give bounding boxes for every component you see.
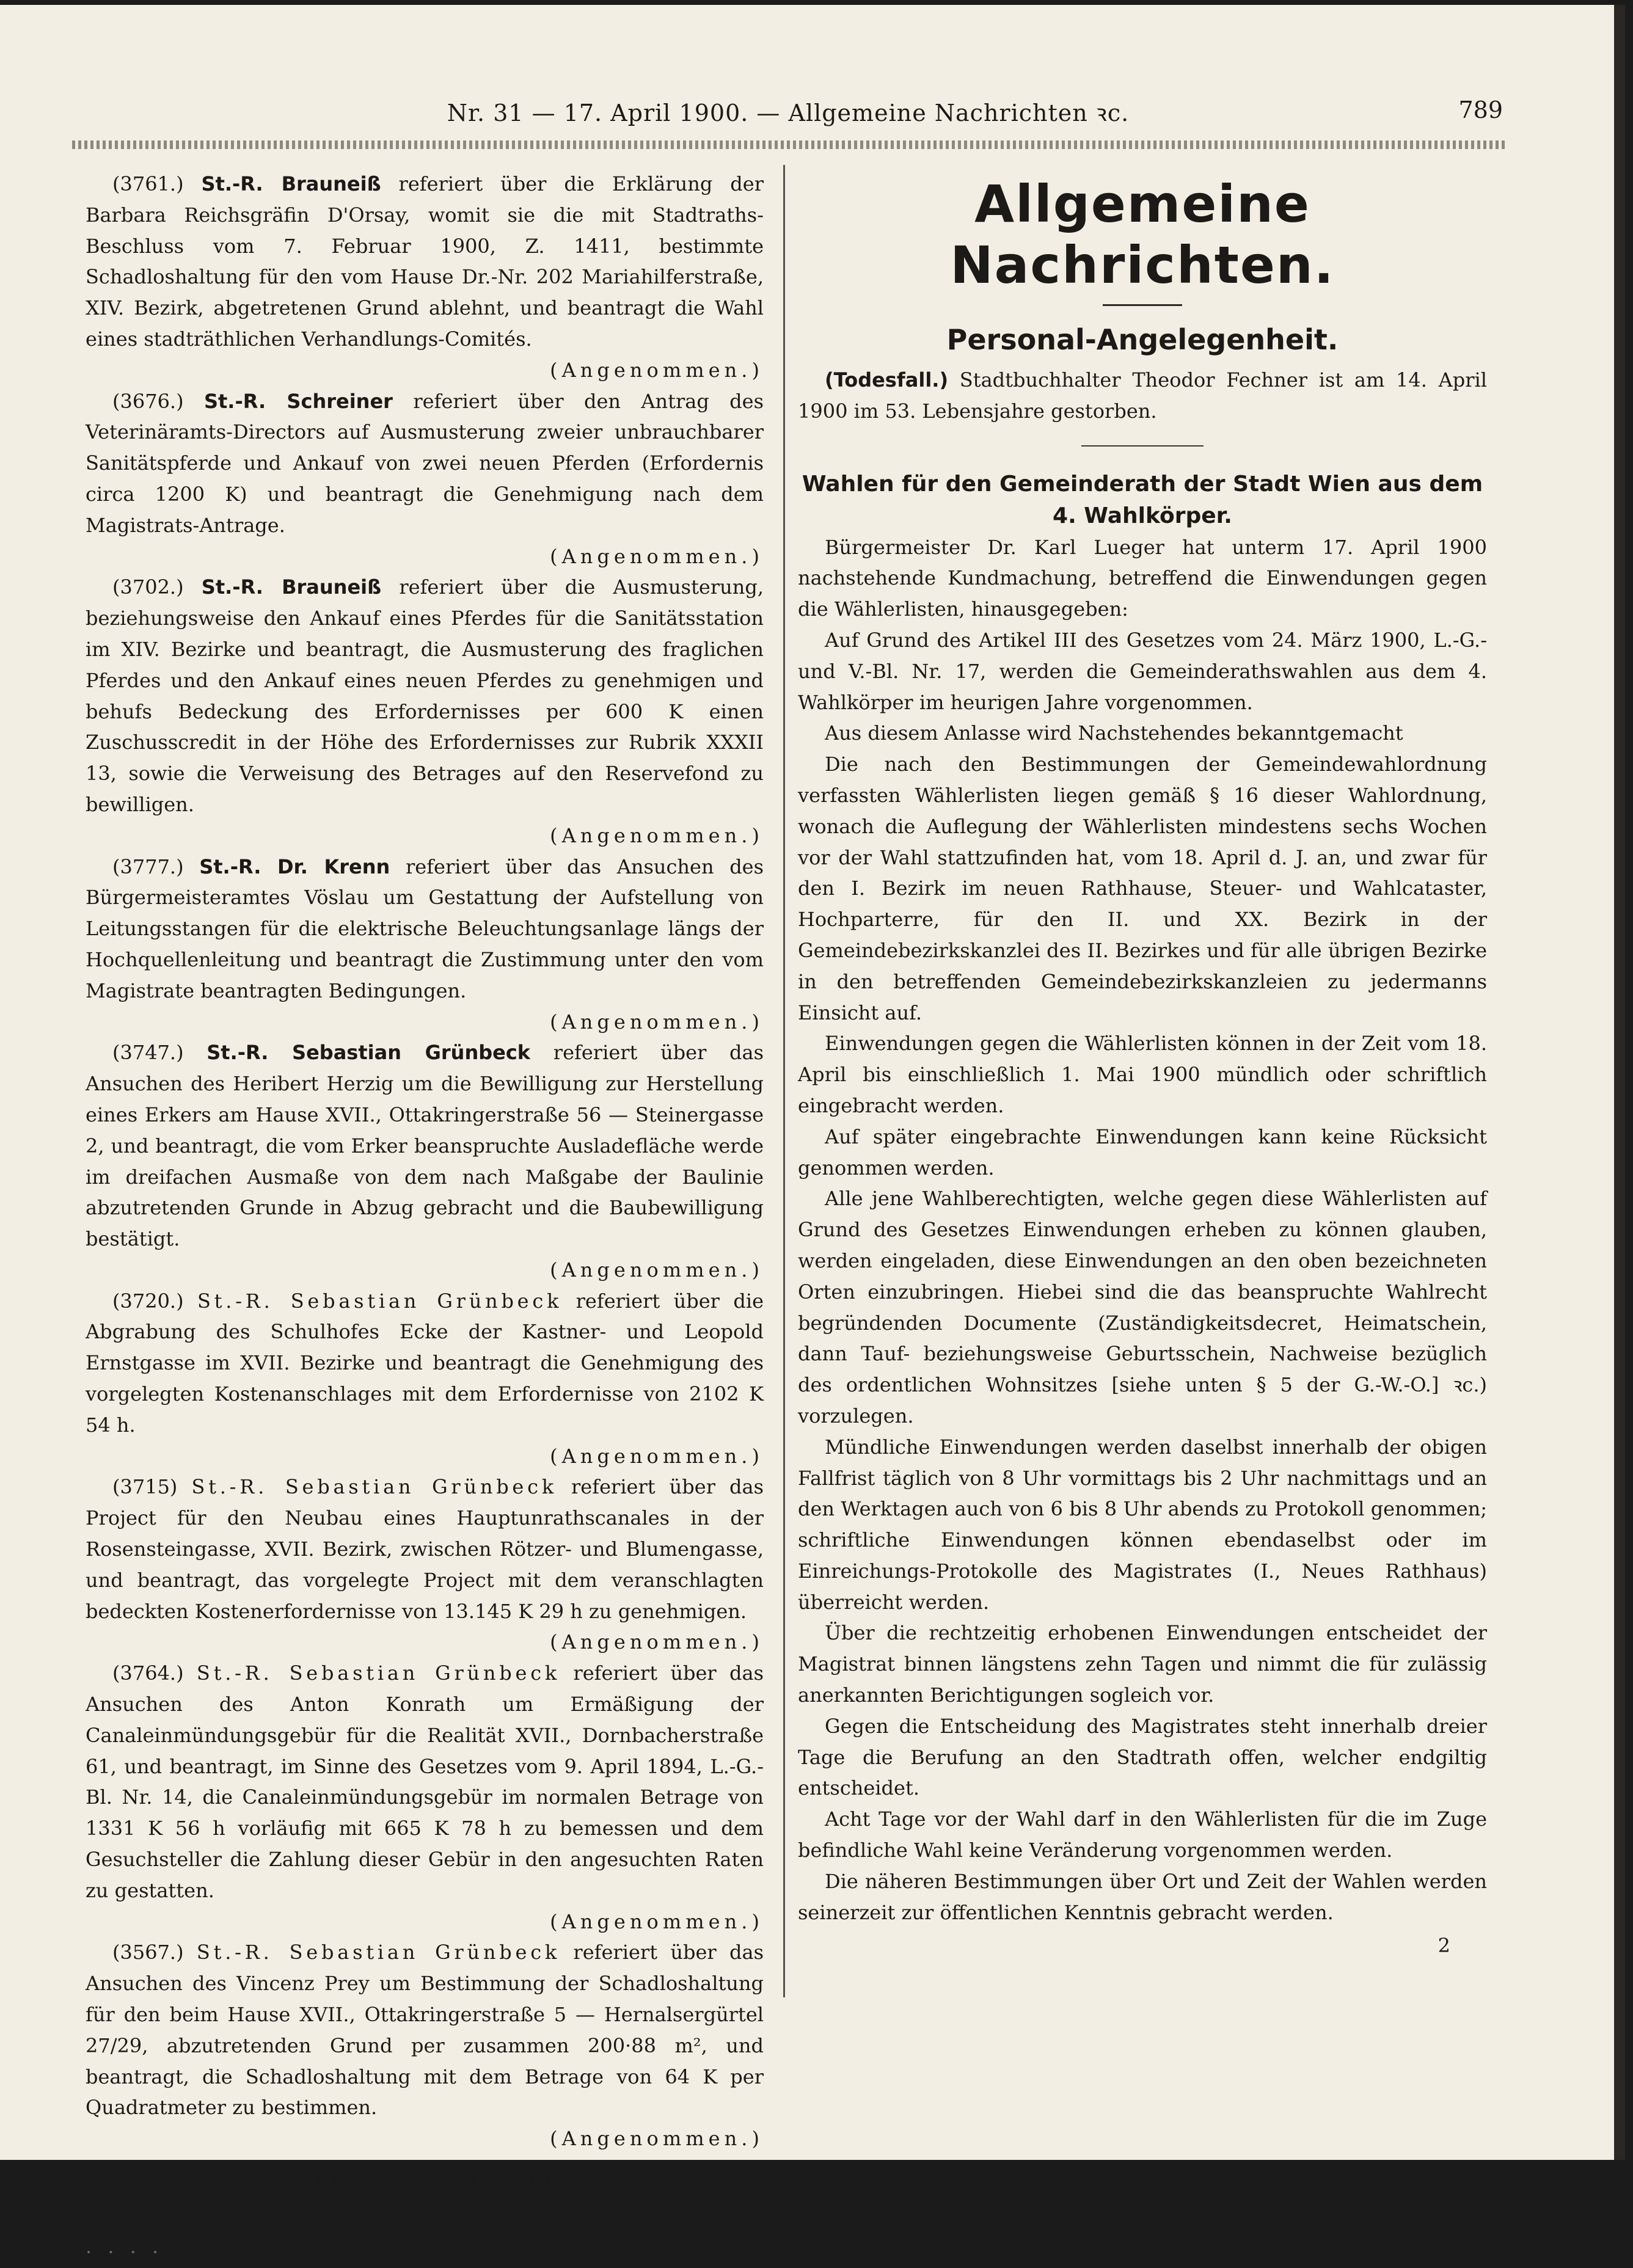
section-title-personal: Personal-Angelegenheit. — [946, 323, 1339, 356]
entry — [86, 1286, 764, 1472]
entry-ref: (3567.) — [112, 1941, 184, 1964]
section-title-elections-line1: Wahlen für den Gemeinderath der Stadt Wien aus dem — [802, 471, 1483, 497]
entry-ref: (3720.) — [112, 1289, 184, 1313]
councillor-name: St.-R. Dr. Krenn — [199, 855, 390, 878]
ellipsis-dots: · · · · — [86, 2240, 164, 2264]
entry-ref: (3702.) — [112, 575, 184, 599]
paragraph: Die nach den Bestimmungen der Gemeindewahlordnung verfassten Wählerlisten liegen gemäß § 16 dieser Wahlordnung, wonach die Auflegung der Wählerlisten mindestens sechs Wochen vor der Wahl stattzufinden hat, vom 18. April d. J. an, und zwar für den I. Bezirk im neuen Rathhause, Steuer- und Wahlcataster, Hochparterre, für den II. und XX. Bezirk in der Gemeindebezirkskanzlei des II. Bezirkes und für alle übrigen Bezirke in den betreffenden Gemeindebezirkskanzleien zu jedermanns Einsicht auf. — [798, 753, 1487, 1024]
right-column — [798, 169, 1487, 1961]
entry-text: referiert über das Ansuchen des Heribert Herzig um die Bewilligung zur Herstellung eines Erkers am Hause XVII., Ottakringerstraße 56 — Steinergasse 2, und beantragt, die vom Erker beanspruchte Ausladefläche werde im dreifachen Ausmaße von dem nach Maßgabe der Baulinie abzutretenden Grunde in Abzug gebracht und die Baubewilligung bestätigt. — [86, 1041, 764, 1251]
entry-text: referiert über das Ansuchen des Vincenz Prey um Bestimmung der Schadloshaltung für den beim Hause XVII., Ottakringerstraße 5 — Hernalsergürtel 27/29, abzutretenden Grund per zusammen 200·88 m², und beantragt, die Schadloshaltung mit dem Betrage von 64 K per Quadratmeter zu bestimmen. — [86, 1941, 764, 2120]
entry-text: referiert über das Project für den Neubau eines Hauptunrathscanales in der Rosensteingasse, XVII. Bezirk, zwischen Rötzer- und Blumengasse, und beantragt, das vorgelegte Project mit dem veranschlagten bedeckten Kostenerfordernisse von 13.145 K 29 h zu genehmigen. — [86, 1475, 764, 1623]
death-lead: (Todesfall.) — [825, 368, 949, 392]
entry-result: (Angenommen.) — [550, 358, 764, 382]
running-header — [73, 97, 1503, 133]
entry — [86, 851, 764, 1038]
main-title: Allgemeine Nachrichten. — [950, 174, 1335, 295]
entry — [86, 169, 764, 386]
councillor-name: St.-R. Sebastian Grünbeck — [206, 1041, 531, 1065]
death-text: Stadtbuchhalter Theodor Fechner ist am 14. April 1900 im 53. Lebensjahre gestorben. — [798, 368, 1487, 423]
page-edge — [1614, 5, 1625, 2160]
entry-ref: (3777.) — [112, 855, 184, 878]
paragraph: Die näheren Bestimmungen über Ort und Zeit der Wahlen werden seinerzeit zur öffentlichen Kenntnis gebracht werden. — [798, 1869, 1487, 1924]
newspaper-page — [0, 5, 1625, 2264]
entry-ref: (3747.) — [112, 1041, 184, 1065]
entry-text: referiert über das Ansuchen des Anton Konrath um Ermäßigung der Canaleinmündungsgebür für die Realität XVII., Dornbacherstraße 61, und beantragt, im Sinne des Gesetzes vom 9. April 1894, L.-G.-Bl. Nr. 14, die Canaleinmündungsgebür im normalen Betrage von 1331 K 56 h vorläufig mit 665 K 78 h zu bemessen und dem Gesuchsteller die Zahlung dieser Gebür in den angesuchten Raten zu gestatten. — [86, 1661, 764, 1902]
paragraph: Auf Grund des Artikel III des Gesetzes vom 24. März 1900, L.-G.- und V.-Bl. Nr. 17, werden die Gemeinderathswahlen aus dem 4. Wahlkörper im heurigen Jahre vorgenommen. — [798, 628, 1487, 714]
entry-text: referiert über das Ansuchen des Bürgermeisteramtes Vöslau um Gestattung der Aufstellung von Leitungsstangen für die elektrische Beleuchtungsanlage längs der Hochquellenleitung und beantragt die Zustimmung unter den vom Magistrate beantragten Bedingungen. — [86, 855, 764, 1002]
entry-text: referiert über die Abgrabung des Schulhofes Ecke der Kastner- und Leopold Ernstgasse im XVII. Bezirke und beantragt die Genehmigung des vorgelegten Kostenanschlages mit dem Erfordernisse von 2102 K 54 h. — [86, 1289, 764, 1437]
entry-result: (Angenommen.) — [550, 1010, 764, 1034]
entry-result: (Angenommen.) — [550, 2127, 764, 2151]
councillor-name: St.-R. Sebastian Grünbeck — [196, 1661, 561, 1685]
entry — [86, 1037, 764, 1285]
running-title: Nr. 31 — 17. April 1900. — Allgemeine Nachrichten ꝛc. — [447, 100, 1130, 126]
entry-result: (Angenommen.) — [550, 1444, 764, 1468]
entry-ref: (3761.) — [112, 172, 184, 195]
entry-text: referiert über den Antrag des Veterinäramts-Directors auf Ausmusterung zweier unbrauchbarer Sanitätspferde und Ankauf von zwei neuen Pferden (Erfordernis circa 1200 K) und beantragt die Genehmigung nach dem Magistrats-Antrage. — [86, 389, 764, 537]
paragraph: Alle jene Wahlberechtigten, welche gegen diese Wählerlisten auf Grund des Gesetzes Einwendungen erheben zu können glauben, werden eingeladen, diese Einwendungen an den oben bezeichneten Orten einzubringen. Hiebei sind die das beanspruchte Wahlrecht begründenden Documente (Zuständigkeitsdecret, Heimatschein, dann Tauf- beziehungsweise Geburtsschein, Nachweise bezüglich des ordentlichen Wohnsitzes [siehe unten § 5 der G.-W.-O.] ꝛc.) vorzulegen. — [798, 1187, 1487, 1428]
left-column — [86, 169, 764, 2268]
entry — [86, 386, 764, 572]
section-title-elections-line2: 4. Wahlkörper. — [1053, 503, 1232, 528]
councillor-name: St.-R. Schreiner — [203, 389, 393, 413]
page-number: 789 — [1458, 97, 1503, 123]
title-rule — [1103, 304, 1182, 306]
entry — [86, 1471, 764, 1658]
session-closing: (Schluss der Sitzung.) — [272, 2167, 577, 2190]
paragraph: Aus diesem Anlasse wird Nachstehendes bekanntgemacht — [825, 721, 1403, 745]
councillor-name: St.-R. Brauneiß — [201, 172, 381, 195]
death-notice — [798, 365, 1487, 427]
signature-number: 2 — [1438, 1934, 1450, 1958]
entry-ref: (3715) — [112, 1475, 178, 1499]
entry — [86, 1658, 764, 1937]
header-rule — [72, 140, 1505, 149]
councillor-name: St.-R. Sebastian Grünbeck — [197, 1289, 563, 1313]
paragraph: Acht Tage vor der Wahl darf in den Wählerlisten für die im Zuge befindliche Wahl keine Veränderung vorgenommen werden. — [798, 1807, 1487, 1862]
paragraph: Mündliche Einwendungen werden daselbst innerhalb der obigen Fallfrist täglich von 8 Uhr vormittags bis 2 Uhr nachmittags und an den Werktagen auch von 6 bis 8 Uhr abends zu Protokoll genommen; schriftliche Einwendungen können ebendaselbst oder im Einreichungs-Protokolle des Magistrates (I., Neues Rathhaus) überreicht werden. — [798, 1435, 1487, 1614]
paragraph: Gegen die Entscheidung des Magistrates steht innerhalb dreier Tage die Berufung an den Stadtrath offen, welcher endgiltig entscheidet. — [798, 1714, 1487, 1800]
entry-result: (Angenommen.) — [550, 823, 764, 847]
entry-result: (Angenommen.) — [550, 544, 764, 568]
entry-ref: (3676.) — [112, 389, 184, 413]
councillor-name: St.-R. Sebastian Grünbeck — [191, 1475, 557, 1499]
entry-result: (Angenommen.) — [550, 1258, 764, 1282]
column-divider — [783, 165, 785, 1997]
entry — [86, 572, 764, 851]
entry-ref: (3764.) — [112, 1661, 184, 1685]
entry-result: (Angenommen.) — [550, 1909, 764, 1933]
paragraph: Über die rechtzeitig erhobenen Einwendungen entscheidet der Magistrat binnen längstens zehn Tagen und nimmt die für zulässig anerkannten Berichtigungen sogleich vor. — [798, 1621, 1487, 1707]
paragraph: Auf später eingebrachte Einwendungen kann keine Rücksicht genommen werden. — [798, 1125, 1487, 1180]
paragraph: Bürgermeister Dr. Karl Lueger hat unterm 17. April 1900 nachstehende Kundmachung, betreffend die Einwendungen gegen die Wählerlisten, hinausgegeben: — [798, 535, 1487, 621]
entry-text: referiert über die Ausmusterung, beziehungsweise den Ankauf eines Pferdes für die Sanitätsstation im XIV. Bezirke und beantragt, die Ausmusterung des fraglichen Pferdes und den Ankauf eines neuen Pferdes zu genehmigen und behufs Bedeckung des Erfordernisses per 600 K einen Zuschusscredit in der Höhe des Erfordernisses zur Rubrik XXXII 13, sowie die Verweisung des Betrages auf den Reservefond zu bewilligen. — [86, 575, 764, 816]
section-separator — [1081, 445, 1204, 447]
entry-result: (Angenommen.) — [550, 1630, 764, 1654]
councillor-name: St.-R. Brauneiß — [201, 575, 382, 599]
paragraph: Einwendungen gegen die Wählerlisten können in der Zeit vom 18. April bis einschließlich 1. Mai 1900 mündlich oder schriftlich eingebracht werden. — [798, 1032, 1487, 1117]
entry — [86, 1937, 764, 2154]
entry-text: referiert über die Erklärung der Barbara Reichsgräfin D'Orsay, womit sie die mit Stadtraths-Beschluss vom 7. Februar 1900, Z. 1411, bestimmte Schadloshaltung für den vom Hause Dr.-Nr. 202 Mariahilferstraße, XIV. Bezirk, abgetretenen Grund ablehnt, und beantragt die Wahl eines stadträthlichen Verhandlungs-Comités. — [86, 172, 764, 351]
councillor-name: St.-R. Sebastian Grünbeck — [196, 1941, 561, 1964]
